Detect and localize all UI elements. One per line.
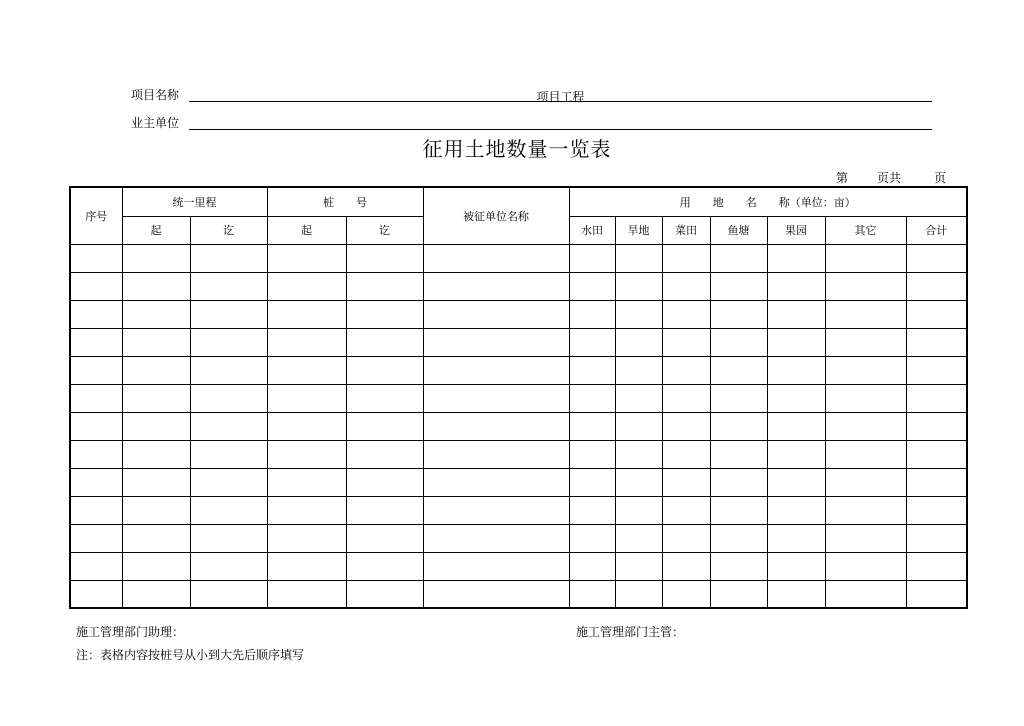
table-cell[interactable]	[267, 412, 346, 440]
table-cell[interactable]	[615, 552, 662, 580]
project-name-value: 项目工程	[536, 90, 585, 104]
table-cell[interactable]	[825, 300, 906, 328]
table-cell[interactable]	[190, 356, 267, 384]
header-mileage: 统一里程	[122, 187, 267, 216]
table-cell[interactable]	[346, 496, 423, 524]
table-cell[interactable]	[825, 412, 906, 440]
table-cell[interactable]	[122, 468, 190, 496]
table-cell[interactable]	[906, 244, 967, 272]
table-cell[interactable]	[423, 524, 569, 552]
table-cell[interactable]	[346, 468, 423, 496]
table-row	[70, 440, 967, 468]
table-cell[interactable]	[122, 440, 190, 468]
table-cell[interactable]	[70, 300, 122, 328]
table-cell[interactable]	[423, 440, 569, 468]
table-cell[interactable]	[710, 524, 767, 552]
table-cell[interactable]	[267, 580, 346, 608]
table-cell[interactable]	[423, 412, 569, 440]
table-cell[interactable]	[70, 440, 122, 468]
header-vegetable: 菜田	[662, 216, 710, 244]
table-cell[interactable]	[710, 384, 767, 412]
table-cell[interactable]	[825, 244, 906, 272]
table-cell[interactable]	[710, 356, 767, 384]
table-cell[interactable]	[267, 440, 346, 468]
table-cell[interactable]	[423, 356, 569, 384]
header-unit-name: 被征单位名称	[423, 187, 569, 244]
table-cell[interactable]	[346, 384, 423, 412]
table-cell[interactable]	[767, 328, 825, 356]
table-cell[interactable]	[662, 440, 710, 468]
table-cell[interactable]	[825, 356, 906, 384]
project-name-field[interactable]	[189, 86, 932, 102]
table-cell[interactable]	[767, 580, 825, 608]
table-cell[interactable]	[906, 552, 967, 580]
table-cell[interactable]	[423, 272, 569, 300]
table-row	[70, 552, 967, 580]
table-cell[interactable]	[267, 384, 346, 412]
table-cell[interactable]	[190, 468, 267, 496]
table-cell[interactable]	[569, 328, 615, 356]
table-cell[interactable]	[190, 440, 267, 468]
table-row	[70, 328, 967, 356]
table-cell[interactable]	[825, 272, 906, 300]
table-cell[interactable]	[662, 580, 710, 608]
table-cell[interactable]	[615, 580, 662, 608]
table-cell[interactable]	[906, 328, 967, 356]
table-cell[interactable]	[122, 496, 190, 524]
table-cell[interactable]	[190, 328, 267, 356]
table-cell[interactable]	[767, 244, 825, 272]
table-cell[interactable]	[122, 300, 190, 328]
table-cell[interactable]	[767, 468, 825, 496]
table-cell[interactable]	[825, 384, 906, 412]
table-cell[interactable]	[346, 552, 423, 580]
table-cell[interactable]	[906, 468, 967, 496]
table-cell[interactable]	[267, 468, 346, 496]
table-cell[interactable]	[190, 384, 267, 412]
table-cell[interactable]	[710, 272, 767, 300]
table-cell[interactable]	[710, 328, 767, 356]
table-cell[interactable]	[122, 552, 190, 580]
table-cell[interactable]	[267, 300, 346, 328]
table-cell[interactable]	[70, 412, 122, 440]
table-row	[70, 580, 967, 608]
table-cell[interactable]	[122, 272, 190, 300]
table-cell[interactable]	[190, 524, 267, 552]
table-cell[interactable]	[906, 300, 967, 328]
table-cell[interactable]	[569, 384, 615, 412]
table-cell[interactable]	[615, 412, 662, 440]
table-cell[interactable]	[662, 244, 710, 272]
table-cell[interactable]	[346, 580, 423, 608]
table-cell[interactable]	[767, 552, 825, 580]
table-cell[interactable]	[662, 552, 710, 580]
table-cell[interactable]	[569, 496, 615, 524]
table-cell[interactable]	[267, 356, 346, 384]
header-total: 合计	[906, 216, 967, 244]
table-cell[interactable]	[190, 272, 267, 300]
table-cell[interactable]	[906, 580, 967, 608]
table-cell[interactable]	[346, 440, 423, 468]
supervisor-signature-label: 施工管理部门主管：	[576, 625, 685, 639]
table-row	[70, 356, 967, 384]
land-acquisition-table	[69, 186, 968, 609]
table-cell[interactable]	[190, 552, 267, 580]
table-cell[interactable]	[767, 272, 825, 300]
table-cell[interactable]	[662, 356, 710, 384]
table-cell[interactable]	[615, 272, 662, 300]
table-cell[interactable]	[423, 300, 569, 328]
table-cell[interactable]	[70, 328, 122, 356]
table-row	[70, 468, 967, 496]
table-cell[interactable]	[423, 468, 569, 496]
table-cell[interactable]	[569, 244, 615, 272]
table-cell[interactable]	[70, 468, 122, 496]
table-cell[interactable]	[767, 384, 825, 412]
table-cell[interactable]	[906, 440, 967, 468]
table-row	[70, 412, 967, 440]
table-row	[70, 384, 967, 412]
header-other: 其它	[825, 216, 906, 244]
table-cell[interactable]	[122, 580, 190, 608]
table-cell[interactable]	[825, 468, 906, 496]
table-cell[interactable]	[423, 552, 569, 580]
header-fishpond: 鱼塘	[710, 216, 767, 244]
table-cell[interactable]	[662, 300, 710, 328]
header-stake-start: 起	[267, 216, 346, 244]
table-cell[interactable]	[569, 440, 615, 468]
table-cell[interactable]	[70, 272, 122, 300]
project-name-label: 项目名称	[131, 88, 180, 102]
table-cell[interactable]	[267, 552, 346, 580]
table-cell[interactable]	[615, 496, 662, 524]
table-cell[interactable]	[423, 580, 569, 608]
table-cell[interactable]	[906, 384, 967, 412]
table-cell[interactable]	[70, 580, 122, 608]
table-cell[interactable]	[615, 244, 662, 272]
table-note: 注：表格内容按桩号从小到大先后顺序填写	[76, 648, 305, 662]
table-cell[interactable]	[423, 244, 569, 272]
table-cell[interactable]	[662, 272, 710, 300]
table-cell[interactable]	[825, 580, 906, 608]
table-cell[interactable]	[710, 244, 767, 272]
table-cell[interactable]	[423, 496, 569, 524]
table-cell[interactable]	[423, 384, 569, 412]
table-cell[interactable]	[767, 524, 825, 552]
table-cell[interactable]	[569, 580, 615, 608]
header-orchard: 果园	[767, 216, 825, 244]
table-cell[interactable]	[569, 552, 615, 580]
table-cell[interactable]	[615, 356, 662, 384]
table-cell[interactable]	[70, 384, 122, 412]
header-paddy: 水田	[569, 216, 615, 244]
table-row	[70, 272, 967, 300]
table-cell[interactable]	[906, 524, 967, 552]
table-cell[interactable]	[825, 440, 906, 468]
table-cell[interactable]	[267, 524, 346, 552]
header-dryland: 旱地	[615, 216, 662, 244]
header-mileage-start: 起	[122, 216, 190, 244]
table-cell[interactable]	[906, 496, 967, 524]
table-cell[interactable]	[767, 300, 825, 328]
page-indicator-prefix: 第	[836, 171, 849, 185]
table-cell[interactable]	[569, 468, 615, 496]
header-land-type: 用 地 名 称（单位：亩）	[569, 187, 967, 216]
table-cell[interactable]	[662, 468, 710, 496]
table-cell[interactable]	[122, 328, 190, 356]
table-cell[interactable]	[190, 580, 267, 608]
table-cell[interactable]	[346, 300, 423, 328]
table-cell[interactable]	[615, 468, 662, 496]
table-cell[interactable]	[346, 272, 423, 300]
owner-label: 业主单位	[131, 116, 180, 130]
table-cell[interactable]	[825, 496, 906, 524]
table-cell[interactable]	[767, 440, 825, 468]
table-cell[interactable]	[346, 356, 423, 384]
table-cell[interactable]	[767, 496, 825, 524]
table-cell[interactable]	[662, 412, 710, 440]
table-cell[interactable]	[70, 552, 122, 580]
table-cell[interactable]	[267, 328, 346, 356]
table-cell[interactable]	[267, 244, 346, 272]
table-cell[interactable]	[615, 328, 662, 356]
table-cell[interactable]	[710, 440, 767, 468]
table-row	[70, 244, 967, 272]
table-cell[interactable]	[710, 300, 767, 328]
table-cell[interactable]	[615, 300, 662, 328]
table-cell[interactable]	[825, 328, 906, 356]
table-cell[interactable]	[346, 412, 423, 440]
table-cell[interactable]	[122, 412, 190, 440]
header-stake: 桩 号	[267, 187, 423, 216]
table-row	[70, 300, 967, 328]
table-cell[interactable]	[615, 440, 662, 468]
table-cell[interactable]	[70, 356, 122, 384]
page-indicator-suffix: 页	[934, 171, 947, 185]
table-cell[interactable]	[825, 552, 906, 580]
table-cell[interactable]	[190, 496, 267, 524]
table-cell[interactable]	[267, 272, 346, 300]
table-cell[interactable]	[190, 300, 267, 328]
table-cell[interactable]	[346, 244, 423, 272]
table-cell[interactable]	[122, 384, 190, 412]
table-cell[interactable]	[569, 412, 615, 440]
table-cell[interactable]	[615, 524, 662, 552]
header-stake-end: 讫	[346, 216, 423, 244]
header-seq: 序号	[70, 187, 122, 244]
table-cell[interactable]	[122, 356, 190, 384]
table-cell[interactable]	[767, 356, 825, 384]
page-indicator-middle: 页共	[877, 171, 902, 185]
table-cell[interactable]	[346, 328, 423, 356]
table-cell[interactable]	[710, 412, 767, 440]
table-cell[interactable]	[267, 496, 346, 524]
table-cell[interactable]	[906, 412, 967, 440]
table-cell[interactable]	[906, 272, 967, 300]
table-cell[interactable]	[70, 524, 122, 552]
table-cell[interactable]	[569, 300, 615, 328]
table-cell[interactable]	[710, 468, 767, 496]
table-cell[interactable]	[662, 384, 710, 412]
table-cell[interactable]	[122, 244, 190, 272]
table-cell[interactable]	[825, 524, 906, 552]
table-cell[interactable]	[710, 552, 767, 580]
table-cell[interactable]	[710, 496, 767, 524]
assistant-signature-label: 施工管理部门助理：	[76, 625, 185, 639]
table-cell[interactable]	[662, 328, 710, 356]
table-cell[interactable]	[122, 524, 190, 552]
owner-field[interactable]	[189, 114, 932, 130]
table-cell[interactable]	[569, 272, 615, 300]
table-cell[interactable]	[190, 244, 267, 272]
table-cell[interactable]	[569, 524, 615, 552]
table-cell[interactable]	[569, 356, 615, 384]
table-cell[interactable]	[662, 496, 710, 524]
table-cell[interactable]	[615, 384, 662, 412]
table-cell[interactable]	[346, 524, 423, 552]
table-cell[interactable]	[767, 412, 825, 440]
table-cell[interactable]	[70, 244, 122, 272]
table-cell[interactable]	[70, 496, 122, 524]
table-row	[70, 496, 967, 524]
table-cell[interactable]	[190, 412, 267, 440]
page-title: 征用土地数量一览表	[422, 137, 612, 161]
table-cell[interactable]	[662, 524, 710, 552]
table-cell[interactable]	[423, 328, 569, 356]
table-row	[70, 524, 967, 552]
table-cell[interactable]	[906, 356, 967, 384]
table-cell[interactable]	[710, 580, 767, 608]
header-mileage-end: 讫	[190, 216, 267, 244]
